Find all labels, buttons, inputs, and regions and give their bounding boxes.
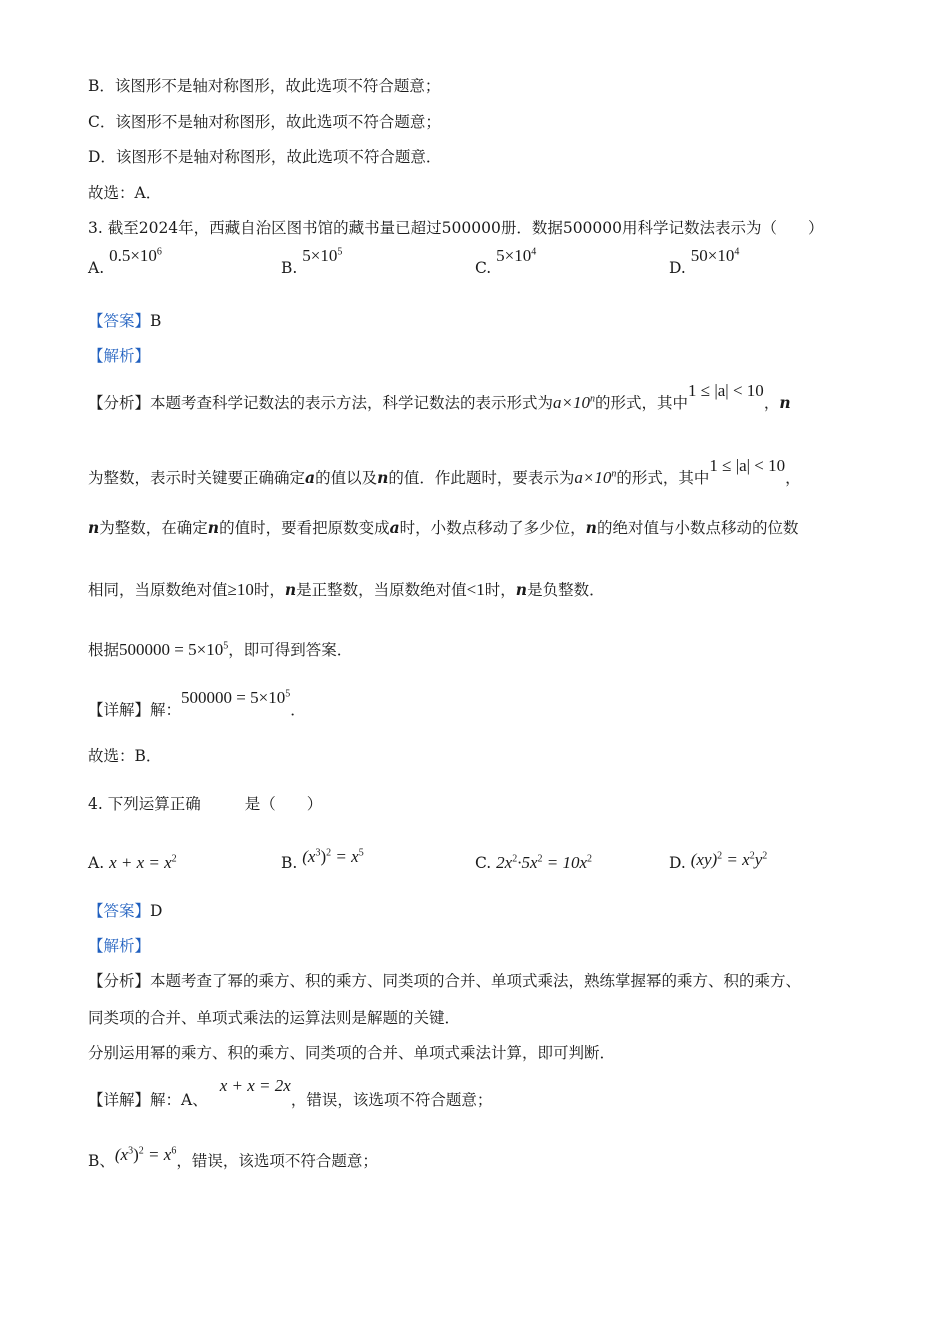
q4-analysis-line-2: 同类项的合并、单项式乘法的运算法则是解题的关键． — [88, 1009, 461, 1027]
q3-analysis-line-3: n为整数，在确定n的值时，要看把原数变成a时，小数点移动了多少位，n的绝对值与小数点移动的位数 — [88, 518, 799, 537]
q3-option-b: B. $5\times 10^5$ — [281, 246, 343, 277]
q4-analysis-line-1: 【分析】本题考查了幂的乘方、积的乘方、同类项的合并、单项式乘法，熟练掌握幂的乘方、积的乘方、 — [88, 972, 802, 990]
option-c-explanation: C．该图形不是轴对称图形，故此选项不符合题意； — [88, 113, 441, 131]
q3-option-a: A. $0.5\times 10^6$ — [88, 246, 162, 277]
option-d-explanation: D．该图形不是轴对称图形，故此选项不符合题意． — [88, 148, 442, 166]
q3-option-c-math: $5\times 10^4$ — [496, 246, 537, 265]
q3-analysis-line-2: 为整数，表示时关键要正确确定a的值以及n的值．作此题时，要表示为$a\times 10^n$的形式，其中1 ≤ |a| < 10， — [88, 456, 801, 487]
q3-analysis-line-4: 相同，当原数绝对值≥10时，n是正整数，当原数绝对值<1时，n是负整数． — [88, 580, 605, 599]
q3-option-c: C. $5\times 10^4$ — [475, 246, 537, 277]
answer-tag: 【答案】 — [88, 902, 151, 920]
q4-option-b-math: $(x^3)^2 = x^5$ — [302, 847, 364, 866]
q4-answer: 【答案】D — [88, 902, 163, 920]
q3-answer: 【答案】B — [88, 312, 162, 330]
q4-option-d: D. $(xy)^2 = x^2y^2$ — [669, 850, 768, 872]
q3-basis-line: 根据$500000 = 5\times 10^5$，即可得到答案． — [88, 640, 353, 659]
q3-analysis-line-1: 【分析】本题考查科学记数法的表示方法，科学记数法的表示形式为$a\times 10^n$的形式，其中1 ≤ |a| < 10，n — [88, 381, 791, 412]
q3-option-b-math: $5\times 10^5$ — [302, 246, 343, 265]
q3-conclusion: 故选：B． — [88, 747, 162, 765]
answer-tag: 【答案】 — [88, 312, 151, 330]
q2-conclusion: 故选：A． — [88, 184, 162, 202]
q4-option-b: B. $(x^3)^2 = x^5$ — [281, 847, 364, 872]
option-b-explanation: B．该图形不是轴对称图形，故此选项不符合题意； — [88, 77, 441, 95]
q4-detail-a: 【详解】解：A、x + x = 2x，错误，该选项不符合题意； — [88, 1076, 493, 1109]
q3-option-d-math: $50\times 10^4$ — [690, 246, 740, 265]
q4-option-c: C. $2x^2\cdot 5x^2 = 10x^2$ — [475, 853, 593, 872]
q4-option-a: A. $x + x = x^2$ — [88, 853, 177, 872]
q4-detail-b: B、$(x^3)^2 = x^6$，错误，该选项不符合题意； — [88, 1145, 378, 1170]
q4-analysis-line-3: 分别运用幂的乘方、积的乘方、同类项的合并、单项式乘法计算，即可判断． — [88, 1044, 616, 1062]
q3-detail-line: 【详解】解：$500000 = 5\times 10^5$． — [88, 688, 306, 719]
q4-option-c-math: $2x^2\cdot 5x^2 = 10x^2$ — [496, 853, 593, 872]
q4-option-d-math: $(xy)^2 = x^2y^2$ — [690, 850, 768, 869]
q3-option-d: D. $50\times 10^4$ — [669, 246, 740, 277]
q3-option-a-math: $0.5\times 10^6$ — [109, 246, 162, 265]
q3-analysis-tag: 【解析】 — [88, 347, 151, 365]
q4-analysis-tag: 【解析】 — [88, 937, 151, 955]
q4-option-a-math: $x + x = x^2$ — [109, 853, 177, 872]
q3-stem: 3. 截至2024年，西藏自治区图书馆的藏书量已超过500000册．数据500000用科学记数法表示为（ ） — [88, 219, 824, 237]
q4-stem: 4. 下列运算正确 是（ ） — [88, 795, 323, 813]
